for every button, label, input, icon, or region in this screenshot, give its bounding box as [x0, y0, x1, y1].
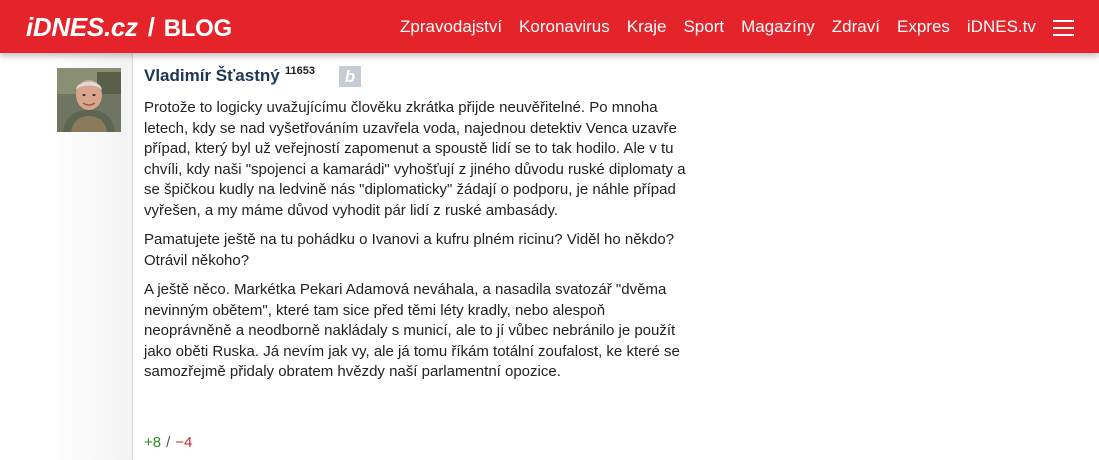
hamburger-menu-icon[interactable]: [1053, 20, 1074, 36]
vote-up-count[interactable]: +8: [144, 434, 162, 451]
comment-paragraph-1: Protože to logicky uvažujícímu člověku zkrátka přijde neuvěřitelné. Po mnoha letech, kdy se nad vyšetřováním uzavřela voda, najednou detektiv Venca uzavře případ, který byl už veřejností zapomenut a spoustě lidí se to tak hodilo. Ale v tu chvíli, kdy naši "spojenci a kamarádi" vyhošťují z jiného důvodu ruské diplomaty a se špičkou kudly na ledvině nás "diplomaticky" žádají o podporu, je náhle případ vyřešen, a my máme důvod vyhodit pár lidí z ruské ambasády.: [144, 99, 686, 219]
site-logo[interactable]: [26, 12, 232, 43]
blog-badge-icon[interactable]: b: [339, 66, 361, 87]
author-karma: 11653: [285, 65, 315, 77]
nav-item-idnes-tv[interactable]: iDNES.tv: [966, 17, 1036, 36]
nav-item-magaziny[interactable]: Magazíny: [741, 17, 815, 36]
nav-item-expres[interactable]: Expres: [896, 17, 950, 36]
vote-down-count[interactable]: −4: [175, 434, 193, 451]
logo-section-blog: BLOG: [163, 15, 232, 42]
avatar[interactable]: [57, 68, 121, 132]
nav-item-kraje[interactable]: Kraje: [626, 17, 667, 36]
comment-paragraph-3: A ještě něco. Markétka Pekari Adamová neváhala, a nasadila svatozář "dvěma nevinným obětem", které tam sice před těmi léty kradly, nebo alespoň neoprávněně a neodborně nakládaly s municí, ale to jí vůbec nebránilo je použít jako oběti Ruska. Já nevím jak vy, ale já tomu říkám totální zoufalost, ke které se samozřejmě přidaly obratem hvězdy naší parlamentní opozice.: [144, 281, 680, 380]
top-navigation-bar: [0, 0, 1099, 53]
logo-slash: /: [147, 12, 155, 42]
nav-item-sport[interactable]: Sport: [683, 17, 725, 36]
author-name-link[interactable]: Vladimír Šťastný: [144, 66, 280, 85]
comment-divider: [132, 53, 133, 460]
vote-separator: /: [166, 434, 171, 451]
comment-body: [144, 98, 694, 392]
logo-brand: iDNES.cz: [26, 12, 138, 42]
nav-item-zpravodajstvi[interactable]: Zpravodajství: [400, 17, 503, 36]
comment-votes: [144, 434, 192, 451]
nav-item-zdravi[interactable]: Zdraví: [831, 17, 880, 36]
nav-item-koronavirus[interactable]: Koronavirus: [519, 17, 610, 36]
comment-paragraph-2: Pamatujete ještě na tu pohádku o Ivanovi a kufru plném ricinu? Viděl ho někdo? Otrávil někoho?: [144, 231, 675, 269]
main-nav: [400, 17, 1053, 37]
